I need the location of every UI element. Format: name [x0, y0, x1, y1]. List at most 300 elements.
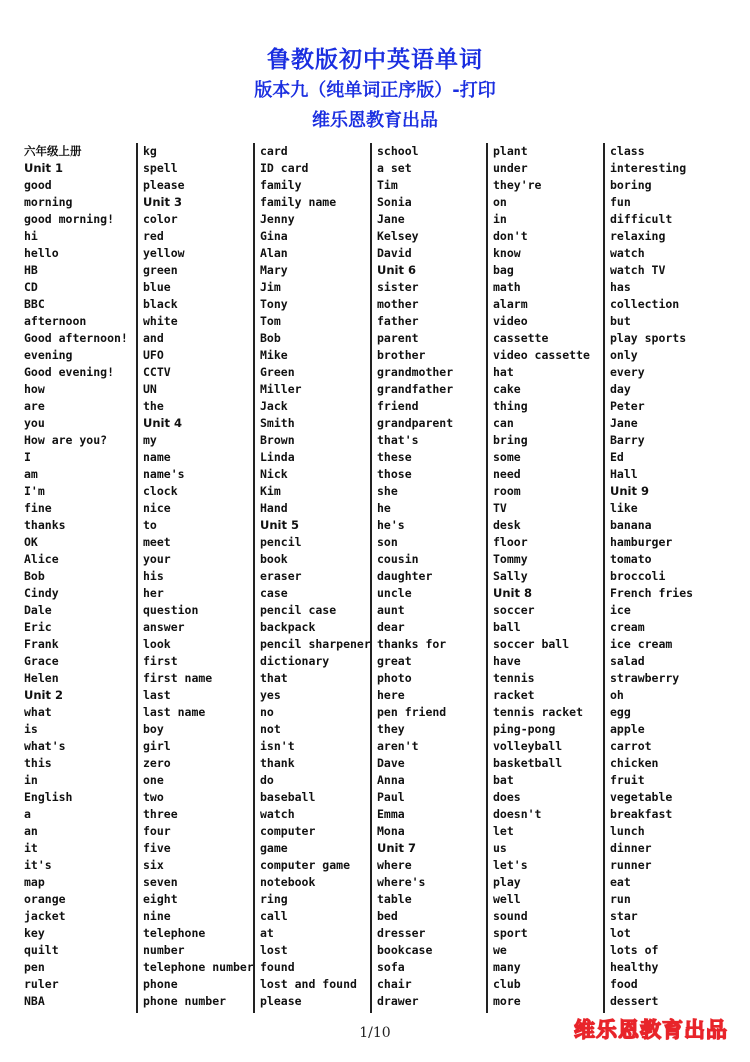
vocab-word: quilt	[24, 943, 59, 957]
vocab-word: breakfast	[610, 807, 673, 821]
vocab-word: star	[610, 909, 638, 923]
vocab-word: vegetable	[610, 790, 673, 804]
word-column-1	[20, 143, 136, 1013]
vocab-word: well	[493, 892, 521, 906]
vocab-word: please	[260, 994, 302, 1008]
vocab-word: English	[24, 790, 73, 804]
vocab-word: soccer	[493, 603, 535, 617]
vocab-word: have	[493, 654, 521, 668]
vocab-word: Good evening!	[24, 365, 115, 379]
vocab-word: let	[493, 824, 514, 838]
vocab-word: five	[143, 841, 171, 855]
vocab-word: watch TV	[610, 263, 666, 277]
vocab-word: let's	[493, 858, 528, 872]
vocab-word: tennis	[493, 671, 535, 685]
vocab-word: those	[377, 467, 412, 481]
vocab-word: NBA	[24, 994, 45, 1008]
vocab-word: school	[377, 144, 419, 158]
vocab-word: like	[610, 501, 638, 515]
vocab-word: on	[493, 195, 507, 209]
vocab-word: ice cream	[610, 637, 673, 651]
vocab-word: pencil sharpener	[260, 637, 371, 651]
vocab-word: watch	[610, 246, 645, 260]
vocab-word: dinner	[610, 841, 652, 855]
vocab-word: lot	[610, 926, 631, 940]
vocab-word: his	[143, 569, 164, 583]
vocab-word: kg	[143, 144, 157, 158]
vocab-word: Hand	[260, 501, 288, 515]
vocab-word: math	[493, 280, 521, 294]
unit-heading: Unit 9	[610, 484, 649, 498]
vocab-word: game	[260, 841, 288, 855]
vocab-word: under	[493, 161, 528, 175]
vocab-word: Kim	[260, 484, 281, 498]
vocab-word: card	[260, 144, 288, 158]
vocab-word: Bob	[260, 331, 281, 345]
vocab-word: class	[610, 144, 645, 158]
vocab-word: apple	[610, 722, 645, 736]
vocab-word: runner	[610, 858, 652, 872]
vocab-word: map	[24, 875, 45, 889]
vocab-word: father	[377, 314, 419, 328]
vocab-word: answer	[143, 620, 185, 634]
vocab-word: here	[377, 688, 405, 702]
vocab-word: some	[493, 450, 521, 464]
vocab-word: play	[493, 875, 521, 889]
vocab-word: boring	[610, 178, 652, 192]
vocab-word: cousin	[377, 552, 419, 566]
vocab-word: fun	[610, 195, 631, 209]
vocab-word: aren't	[377, 739, 419, 753]
vocab-word: case	[260, 586, 288, 600]
vocab-word: family	[260, 178, 302, 192]
vocab-word: black	[143, 297, 178, 311]
vocab-word: Mike	[260, 348, 288, 362]
vocab-word: call	[260, 909, 288, 923]
vocab-word: not	[260, 722, 281, 736]
word-columns	[20, 143, 730, 1013]
vocab-word: friend	[377, 399, 419, 413]
vocab-word: fine	[24, 501, 52, 515]
page-header	[0, 44, 750, 136]
grade-heading: 六年级上册	[24, 144, 82, 158]
vocab-word: ruler	[24, 977, 59, 991]
vocab-word: an	[24, 824, 38, 838]
vocab-word: morning	[24, 195, 73, 209]
vocab-word: BBC	[24, 297, 45, 311]
vocab-word: healthy	[610, 960, 659, 974]
vocab-word: name	[143, 450, 171, 464]
vocab-word: room	[493, 484, 521, 498]
vocab-word: thanks	[24, 518, 66, 532]
vocab-word: soccer ball	[493, 637, 570, 651]
word-column-2	[136, 143, 255, 1013]
vocab-word: computer	[260, 824, 316, 838]
vocab-word: banana	[610, 518, 652, 532]
vocab-word: her	[143, 586, 164, 600]
vocab-word: parent	[377, 331, 419, 345]
vocab-word: Cindy	[24, 586, 59, 600]
vocab-word: hello	[24, 246, 59, 260]
vocab-word: Jack	[260, 399, 288, 413]
vocab-word: my	[143, 433, 157, 447]
vocab-word: Jane	[377, 212, 405, 226]
page-number: 1/10	[359, 1025, 391, 1041]
vocab-word: can	[493, 416, 514, 430]
vocab-word: Miller	[260, 382, 302, 396]
vocab-word: mother	[377, 297, 419, 311]
vocab-word: found	[260, 960, 295, 974]
vocab-word: what's	[24, 739, 66, 753]
vocab-word: lost	[260, 943, 288, 957]
vocab-word: phone	[143, 977, 178, 991]
vocab-word: computer game	[260, 858, 351, 872]
vocab-word: Peter	[610, 399, 645, 413]
vocab-word: us	[493, 841, 507, 855]
vocab-word: Frank	[24, 637, 59, 651]
vocab-word: dictionary	[260, 654, 330, 668]
vocab-word: need	[493, 467, 521, 481]
word-column-3	[253, 143, 372, 1013]
vocab-word: I	[24, 450, 31, 464]
vocab-word: zero	[143, 756, 171, 770]
vocab-word: meet	[143, 535, 171, 549]
vocab-word: Helen	[24, 671, 59, 685]
vocab-word: French fries	[610, 586, 694, 600]
vocab-word: only	[610, 348, 638, 362]
vocab-word: red	[143, 229, 164, 243]
vocab-word: Good afternoon!	[24, 331, 128, 345]
vocab-word: evening	[24, 348, 73, 362]
vocab-word: every	[610, 365, 645, 379]
vocab-word: boy	[143, 722, 164, 736]
vocab-word: that's	[377, 433, 419, 447]
vocab-word: pen friend	[377, 705, 447, 719]
vocab-word: interesting	[610, 161, 687, 175]
vocab-word: does	[493, 790, 521, 804]
unit-heading: Unit 8	[493, 586, 532, 600]
vocab-word: spell	[143, 161, 178, 175]
vocab-word: CCTV	[143, 365, 171, 379]
vocab-word: great	[377, 654, 412, 668]
vocab-word: eraser	[260, 569, 302, 583]
vocab-word: thank	[260, 756, 295, 770]
vocab-word: Anna	[377, 773, 405, 787]
vocab-word: backpack	[260, 620, 316, 634]
vocab-word: you	[24, 416, 45, 430]
vocab-word: baseball	[260, 790, 316, 804]
vocab-word: salad	[610, 654, 645, 668]
vocab-word: afternoon	[24, 314, 87, 328]
vocab-word: know	[493, 246, 521, 260]
vocab-word: do	[260, 773, 274, 787]
vocab-word: ID card	[260, 161, 309, 175]
vocab-word: video cassette	[493, 348, 590, 362]
vocab-word: number	[143, 943, 185, 957]
vocab-word: yes	[260, 688, 281, 702]
vocab-word: a set	[377, 161, 412, 175]
page-subtitle: 版本九（纯单词正序版）-打印	[254, 80, 496, 101]
vocab-word: grandfather	[377, 382, 454, 396]
vocab-word: Mona	[377, 824, 405, 838]
vocab-word: am	[24, 467, 38, 481]
vocab-word: a	[24, 807, 31, 821]
vocab-word: look	[143, 637, 171, 651]
vocab-word: these	[377, 450, 412, 464]
vocab-word: doesn't	[493, 807, 542, 821]
vocab-word: isn't	[260, 739, 295, 753]
vocab-word: bed	[377, 909, 398, 923]
vocab-word: last name	[143, 705, 206, 719]
vocab-word: video	[493, 314, 528, 328]
vocab-word: eight	[143, 892, 178, 906]
vocab-word: sound	[493, 909, 528, 923]
vocab-word: pencil	[260, 535, 302, 549]
vocab-word: please	[143, 178, 185, 192]
word-column-6	[603, 143, 732, 1013]
vocab-word: Emma	[377, 807, 405, 821]
vocab-word: lunch	[610, 824, 645, 838]
vocab-word: and	[143, 331, 164, 345]
vocab-word: has	[610, 280, 631, 294]
vocab-word: more	[493, 994, 521, 1008]
vocab-word: girl	[143, 739, 171, 753]
vocab-word: play sports	[610, 331, 687, 345]
vocab-word: eat	[610, 875, 631, 889]
vocab-word: nice	[143, 501, 171, 515]
vocab-word: pencil case	[260, 603, 337, 617]
vocab-word: thanks for	[377, 637, 447, 651]
vocab-word: question	[143, 603, 199, 617]
vocab-word: name's	[143, 467, 185, 481]
vocab-word: Jim	[260, 280, 281, 294]
vocab-word: Jane	[610, 416, 638, 430]
vocab-word: run	[610, 892, 631, 906]
vocab-word: one	[143, 773, 164, 787]
unit-heading: Unit 2	[24, 688, 63, 702]
vocab-word: OK	[24, 535, 38, 549]
vocab-word: floor	[493, 535, 528, 549]
vocab-word: color	[143, 212, 178, 226]
vocab-word: Brown	[260, 433, 295, 447]
vocab-word: uncle	[377, 586, 412, 600]
vocab-word: sport	[493, 926, 528, 940]
vocab-word: ring	[260, 892, 288, 906]
vocab-word: Tim	[377, 178, 398, 192]
vocab-word: tomato	[610, 552, 652, 566]
vocab-word: daughter	[377, 569, 433, 583]
vocab-word: four	[143, 824, 171, 838]
vocab-word: Eric	[24, 620, 52, 634]
vocab-word: club	[493, 977, 521, 991]
vocab-word: your	[143, 552, 171, 566]
vocab-word: are	[24, 399, 45, 413]
vocab-word: relaxing	[610, 229, 666, 243]
vocab-word: carrot	[610, 739, 652, 753]
vocab-word: telephone number	[143, 960, 254, 974]
vocab-word: many	[493, 960, 521, 974]
vocab-word: ball	[493, 620, 521, 634]
vocab-word: nine	[143, 909, 171, 923]
vocab-word: we	[493, 943, 507, 957]
vocab-word: Linda	[260, 450, 295, 464]
vocab-word: David	[377, 246, 412, 260]
vocab-word: food	[610, 977, 638, 991]
vocab-word: pen	[24, 960, 45, 974]
vocab-word: Smith	[260, 416, 295, 430]
vocab-word: Paul	[377, 790, 405, 804]
unit-heading: Unit 5	[260, 518, 299, 532]
vocab-word: but	[610, 314, 631, 328]
unit-heading: Unit 4	[143, 416, 182, 430]
vocab-word: son	[377, 535, 398, 549]
word-column-4	[370, 143, 488, 1013]
vocab-word: he's	[377, 518, 405, 532]
vocab-word: blue	[143, 280, 171, 294]
vocab-word: he	[377, 501, 391, 515]
vocab-word: the	[143, 399, 164, 413]
vocab-word: I'm	[24, 484, 45, 498]
vocab-word: two	[143, 790, 164, 804]
vocab-word: white	[143, 314, 178, 328]
vocab-word: plant	[493, 144, 528, 158]
page-title: 鲁教版初中英语单词	[267, 47, 483, 73]
vocab-word: Alice	[24, 552, 59, 566]
vocab-word: ice	[610, 603, 631, 617]
vocab-word: TV	[493, 501, 507, 515]
vocab-word: Dale	[24, 603, 52, 617]
vocab-word: Hall	[610, 467, 638, 481]
vocab-word: seven	[143, 875, 178, 889]
vocab-word: lots of	[610, 943, 659, 957]
vocab-word: chicken	[610, 756, 659, 770]
vocab-word: book	[260, 552, 288, 566]
vocab-word: brother	[377, 348, 426, 362]
vocab-word: Gina	[260, 229, 288, 243]
vocab-word: they're	[493, 178, 542, 192]
vocab-word: hamburger	[610, 535, 673, 549]
vocab-word: notebook	[260, 875, 316, 889]
vocab-word: they	[377, 722, 405, 736]
unit-heading: Unit 3	[143, 195, 182, 209]
vocab-word: in	[493, 212, 507, 226]
vocab-word: cake	[493, 382, 521, 396]
publisher-line: 维乐恩教育出品	[312, 110, 438, 131]
vocab-word: strawberry	[610, 671, 680, 685]
vocab-word: table	[377, 892, 412, 906]
vocab-word: yellow	[143, 246, 185, 260]
vocab-word: HB	[24, 263, 38, 277]
vocab-word: in	[24, 773, 38, 787]
vocab-word: key	[24, 926, 45, 940]
vocab-word: grandmother	[377, 365, 454, 379]
vocab-word: good morning!	[24, 212, 115, 226]
vocab-word: Grace	[24, 654, 59, 668]
vocab-word: dear	[377, 620, 405, 634]
vocab-word: CD	[24, 280, 38, 294]
unit-heading: Unit 6	[377, 263, 416, 277]
vocab-word: Barry	[610, 433, 645, 447]
vocab-word: three	[143, 807, 178, 821]
vocab-word: six	[143, 858, 164, 872]
vocab-word: drawer	[377, 994, 419, 1008]
vocab-word: orange	[24, 892, 66, 906]
vocab-word: this	[24, 756, 52, 770]
vocab-word: Sally	[493, 569, 528, 583]
vocab-word: Mary	[260, 263, 288, 277]
vocab-word: alarm	[493, 297, 528, 311]
vocab-word: last	[143, 688, 171, 702]
vocab-word: she	[377, 484, 398, 498]
vocab-word: hat	[493, 365, 514, 379]
vocab-word: Alan	[260, 246, 288, 260]
vocab-word: UN	[143, 382, 157, 396]
vocab-word: it's	[24, 858, 52, 872]
vocab-word: bag	[493, 263, 514, 277]
vocab-word: family name	[260, 195, 337, 209]
vocab-word: fruit	[610, 773, 645, 787]
vocab-word: Nick	[260, 467, 288, 481]
vocab-word: Tony	[260, 297, 288, 311]
vocab-word: bring	[493, 433, 528, 447]
vocab-word: jacket	[24, 909, 66, 923]
vocab-word: green	[143, 263, 178, 277]
vocab-word: sofa	[377, 960, 405, 974]
vocab-word: basketball	[493, 756, 563, 770]
vocab-word: telephone	[143, 926, 206, 940]
vocab-word: dessert	[610, 994, 659, 1008]
vocab-word: no	[260, 705, 274, 719]
vocab-word: clock	[143, 484, 178, 498]
word-column-5	[486, 143, 605, 1013]
vocab-word: where's	[377, 875, 426, 889]
vocab-word: sister	[377, 280, 419, 294]
vocab-word: to	[143, 518, 157, 532]
vocab-word: collection	[610, 297, 680, 311]
vocab-word: first	[143, 654, 178, 668]
vocab-word: it	[24, 841, 38, 855]
vocab-word: photo	[377, 671, 412, 685]
vocab-word: Tommy	[493, 552, 528, 566]
vocab-word: phone number	[143, 994, 227, 1008]
vocab-word: don't	[493, 229, 528, 243]
vocab-word: hi	[24, 229, 38, 243]
vocab-word: difficult	[610, 212, 673, 226]
unit-heading: Unit 1	[24, 161, 63, 175]
vocab-word: broccoli	[610, 569, 666, 583]
vocab-word: thing	[493, 399, 528, 413]
vocab-word: Dave	[377, 756, 405, 770]
vocab-word: ping-pong	[493, 722, 556, 736]
vocab-word: tennis racket	[493, 705, 584, 719]
vocab-word: day	[610, 382, 631, 396]
vocab-word: Jenny	[260, 212, 295, 226]
vocab-word: cassette	[493, 331, 549, 345]
vocab-word: oh	[610, 688, 624, 702]
vocab-word: UFO	[143, 348, 164, 362]
vocab-word: grandparent	[377, 416, 454, 430]
vocab-word: Bob	[24, 569, 45, 583]
vocab-word: volleyball	[493, 739, 563, 753]
vocab-word: desk	[493, 518, 521, 532]
vocab-word: bat	[493, 773, 514, 787]
vocab-word: chair	[377, 977, 412, 991]
vocab-word: egg	[610, 705, 631, 719]
vocab-word: Green	[260, 365, 295, 379]
watermark-logo: 维乐恩教育出品	[574, 1018, 728, 1042]
vocab-word: good	[24, 178, 52, 192]
vocab-word: How are you?	[24, 433, 108, 447]
